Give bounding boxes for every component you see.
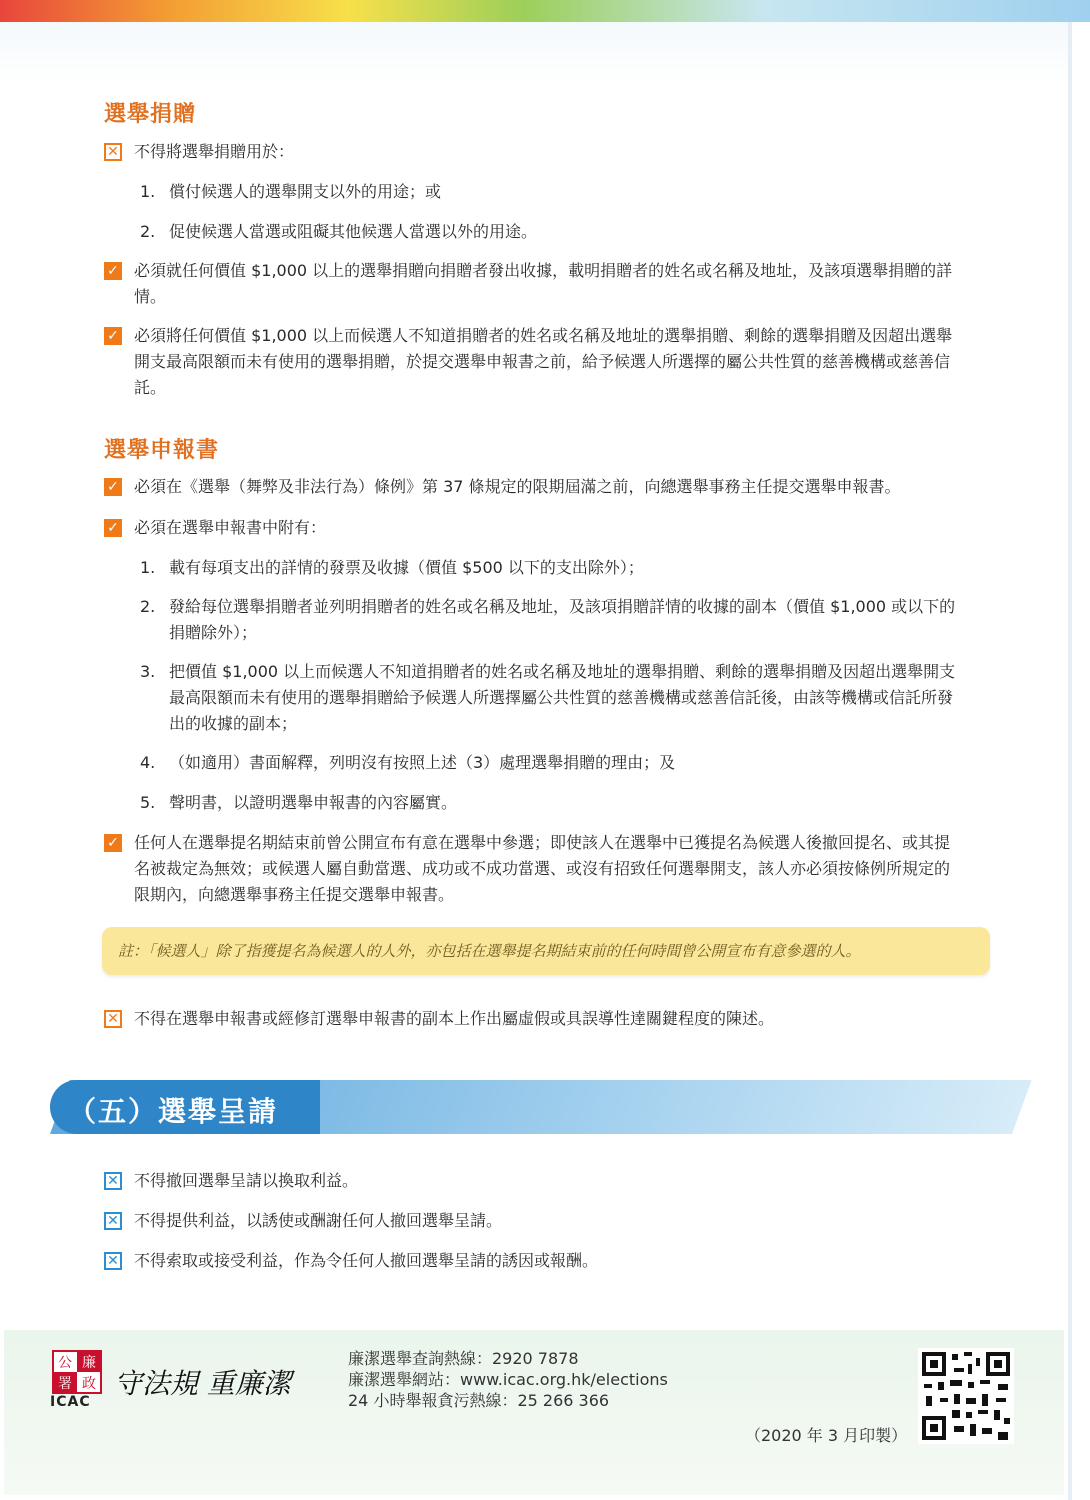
check-icon: ✓ <box>104 327 122 345</box>
list-number: 3. <box>140 662 156 681</box>
print-date: （2020 年 3 月印製） <box>745 1426 908 1445</box>
anyone-rule-text: 任何人在選舉提名期結束前曾公開宣布有意在選舉中參選；即使該人在選舉中已獲提名為候選人後撤回提名、或其提名被裁定為無效；或候選人屬自動當選、成功或不成功當選、或沒有招致任何選舉開支，該人亦必須按條例所規定的限期內，向總選舉事務主任提交選舉申報書。 <box>134 833 951 904</box>
cross-icon: ✕ <box>104 1212 122 1230</box>
petition-rule-text: 不得提供利益，以誘使或酬謝任何人撤回選舉呈請。 <box>134 1211 503 1230</box>
note-box <box>102 927 990 975</box>
attach-rule-text: 必須在選舉申報書中附有： <box>134 518 327 537</box>
svg-text:廉: 廉 <box>82 1355 96 1371</box>
slogan: 守法規 重廉潔 <box>114 1367 291 1400</box>
list-text: 償付候選人的選舉開支以外的用途；或 <box>169 182 442 201</box>
svg-text:政: 政 <box>82 1376 96 1392</box>
check-icon: ✓ <box>104 262 122 280</box>
cross-icon: ✕ <box>104 1172 122 1190</box>
list-number: 4. <box>140 753 156 772</box>
top-color-bar <box>0 0 1090 22</box>
svg-text:署: 署 <box>58 1376 72 1392</box>
list-text: 把價值 $1,000 以上而候選人不知道捐贈者的姓名或名稱及地址的選舉捐贈、剩餘的選舉捐贈及因超出選舉開支最高限額而未有使用的選舉捐贈給予候選人所選擇屬公共性質的慈善機構或慈善信託後，由該等機構或信託所發出的收據的副本； <box>169 662 956 733</box>
cross-icon: ✕ <box>104 1010 122 1028</box>
donations-prohibit-text: 不得將選舉捐贈用於： <box>134 142 295 161</box>
icac-logo-text: ICAC <box>50 1394 91 1410</box>
list-number: 1. <box>140 182 156 201</box>
check-icon: ✓ <box>104 478 122 496</box>
website-text: 廉潔選舉網站：www.icac.org.hk/elections <box>348 1370 668 1389</box>
list-text: 發給每位選舉捐贈者並列明捐贈者的姓名或名稱及地址，及該項捐贈詳情的收據的副本（價值 $1,000 或以下的捐贈除外）； <box>169 597 956 642</box>
charity-rule-text: 必須將任何價值 $1,000 以上而候選人不知道捐贈者的姓名或名稱及地址的選舉捐贈、剩餘的選舉捐贈及因超出選舉開支最高限額而未有使用的選舉捐贈，於提交選舉申報書之前，給予候選人所選擇的屬公共性質的慈善機構或慈善信託。 <box>134 326 953 397</box>
report-line-text: 24 小時舉報貪污熱線：25 266 366 <box>348 1391 610 1410</box>
qr-code[interactable] <box>918 1348 1014 1444</box>
cross-icon: ✕ <box>104 1252 122 1270</box>
submit-rule-text: 必須在《選舉（舞弊及非法行為）條例》第 37 條規定的限期屆滿之前，向總選舉事務主任提交選舉申報書。 <box>134 477 901 496</box>
section-banner-title: （五）選舉呈請 <box>68 1095 279 1128</box>
petition-rule-text: 不得撤回選舉呈請以換取利益。 <box>134 1171 359 1190</box>
receipt-rule-text: 必須就任何價值 $1,000 以上的選舉捐贈向捐贈者發出收據，載明捐贈者的姓名或名稱及地址，及該項選舉捐贈的詳情。 <box>134 261 953 306</box>
cross-icon: ✕ <box>104 143 122 161</box>
check-icon: ✓ <box>104 834 122 852</box>
check-icon: ✓ <box>104 519 122 537</box>
icac-seal-logo <box>52 1350 102 1394</box>
donations-heading: 選舉捐贈 <box>104 102 197 127</box>
svg-text:公: 公 <box>58 1355 72 1371</box>
hotline-text: 廉潔選舉查詢熱線：2920 7878 <box>348 1349 579 1368</box>
list-number: 1. <box>140 558 156 577</box>
list-text: 載有每項支出的詳情的發票及收據（價值 $500 以下的支出除外）； <box>169 558 644 577</box>
list-text: （如適用）書面解釋，列明沒有按照上述（3）處理選舉捐贈的理由；及 <box>169 753 676 772</box>
false-rule-text: 不得在選舉申報書或經修訂選舉申報書的副本上作出屬虛假或具誤導性達關鍵程度的陳述。 <box>134 1009 775 1028</box>
list-text: 聲明書，以證明選舉申報書的內容屬實。 <box>169 793 458 812</box>
list-text: 促使候選人當選或阻礙其他候選人當選以外的用途。 <box>169 222 538 241</box>
petition-rule-text: 不得索取或接受利益，作為令任何人撤回選舉呈請的誘因或報酬。 <box>134 1251 599 1270</box>
returns-heading: 選舉申報書 <box>104 438 220 463</box>
list-number: 5. <box>140 793 156 812</box>
list-number: 2. <box>140 222 156 241</box>
note-text: 註：「候選人」除了指獲提名為候選人的人外，亦包括在選舉提名期結束前的任何時間曾公開宣布有意參選的人。 <box>118 942 861 960</box>
list-number: 2. <box>140 597 156 616</box>
